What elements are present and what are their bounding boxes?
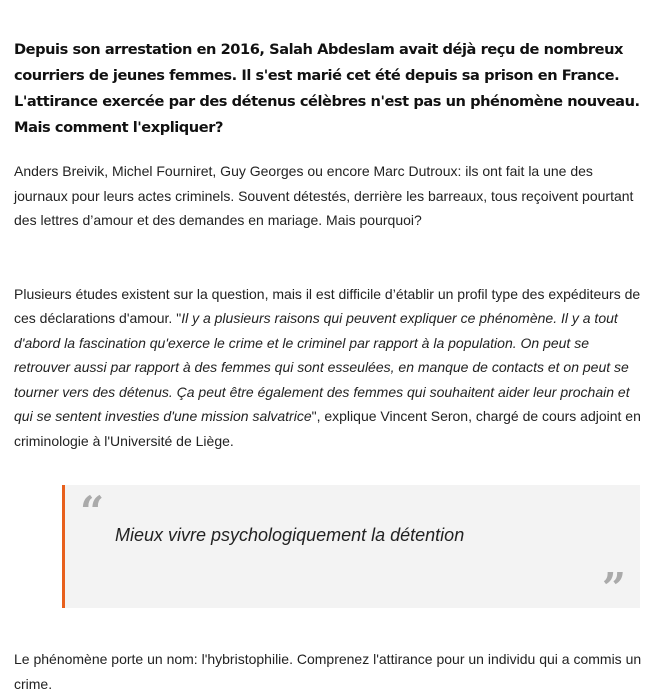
paragraph-1: Anders Breivik, Michel Fourniret, Guy Georges ou encore Marc Dutroux: ils ont fait la une des journaux pour leurs actes criminels. Souvent détestés, derrière les barreaux, tous reçoivent pourtant des lettres d’amour et des demandes en mariage. Mais pourquoi? (14, 163, 634, 228)
paragraph-2 (14, 282, 646, 454)
article-body (14, 0, 646, 696)
paragraph-2-attribution: ", explique Vincent Seron, chargé de cours adjoint en criminologie à l'Université de Liège. (14, 408, 641, 449)
article-lead: Depuis son arrestation en 2016, Salah Abdeslam avait déjà reçu de nombreux courriers de jeunes femmes. Il s'est marié cet été depuis sa prison en France. L'attirance exercée par des détenus célèbres n'est pas un phénomène nouveau. Mais comment l'expliquer? (14, 41, 640, 136)
paragraph-2-intro: Plusieurs études existent sur la question, mais il est difficile d’établir un profil type des expéditeurs de ces déclarations d'amour. " (14, 285, 641, 326)
paragraph-3: Le phénomène porte un nom: l'hybristophilie. Comprenez l'attirance pour un individu qui a commis un crime. (14, 651, 642, 692)
paragraph-2-quote: Il y a plusieurs raisons qui peuvent expliquer ce phénomène. Il y a tout d'abord la fascination qu'exerce le crime et le criminel par rapport à la population. On peut se retrouver aussi par rapport à des femmes qui sont esseulées, en manque de contacts et on peut se tourner vers des détenus. Ça peut être également des femmes qui souhaitent aider leur prochain et qui se sentent investies d'une mission salvatrice (14, 310, 630, 424)
pullquote (62, 485, 640, 613)
pullquote-text: Mieux vivre psychologiquement la détention (115, 525, 465, 545)
close-quote-icon: ” (601, 564, 626, 613)
open-quote-icon: “ (80, 487, 105, 536)
